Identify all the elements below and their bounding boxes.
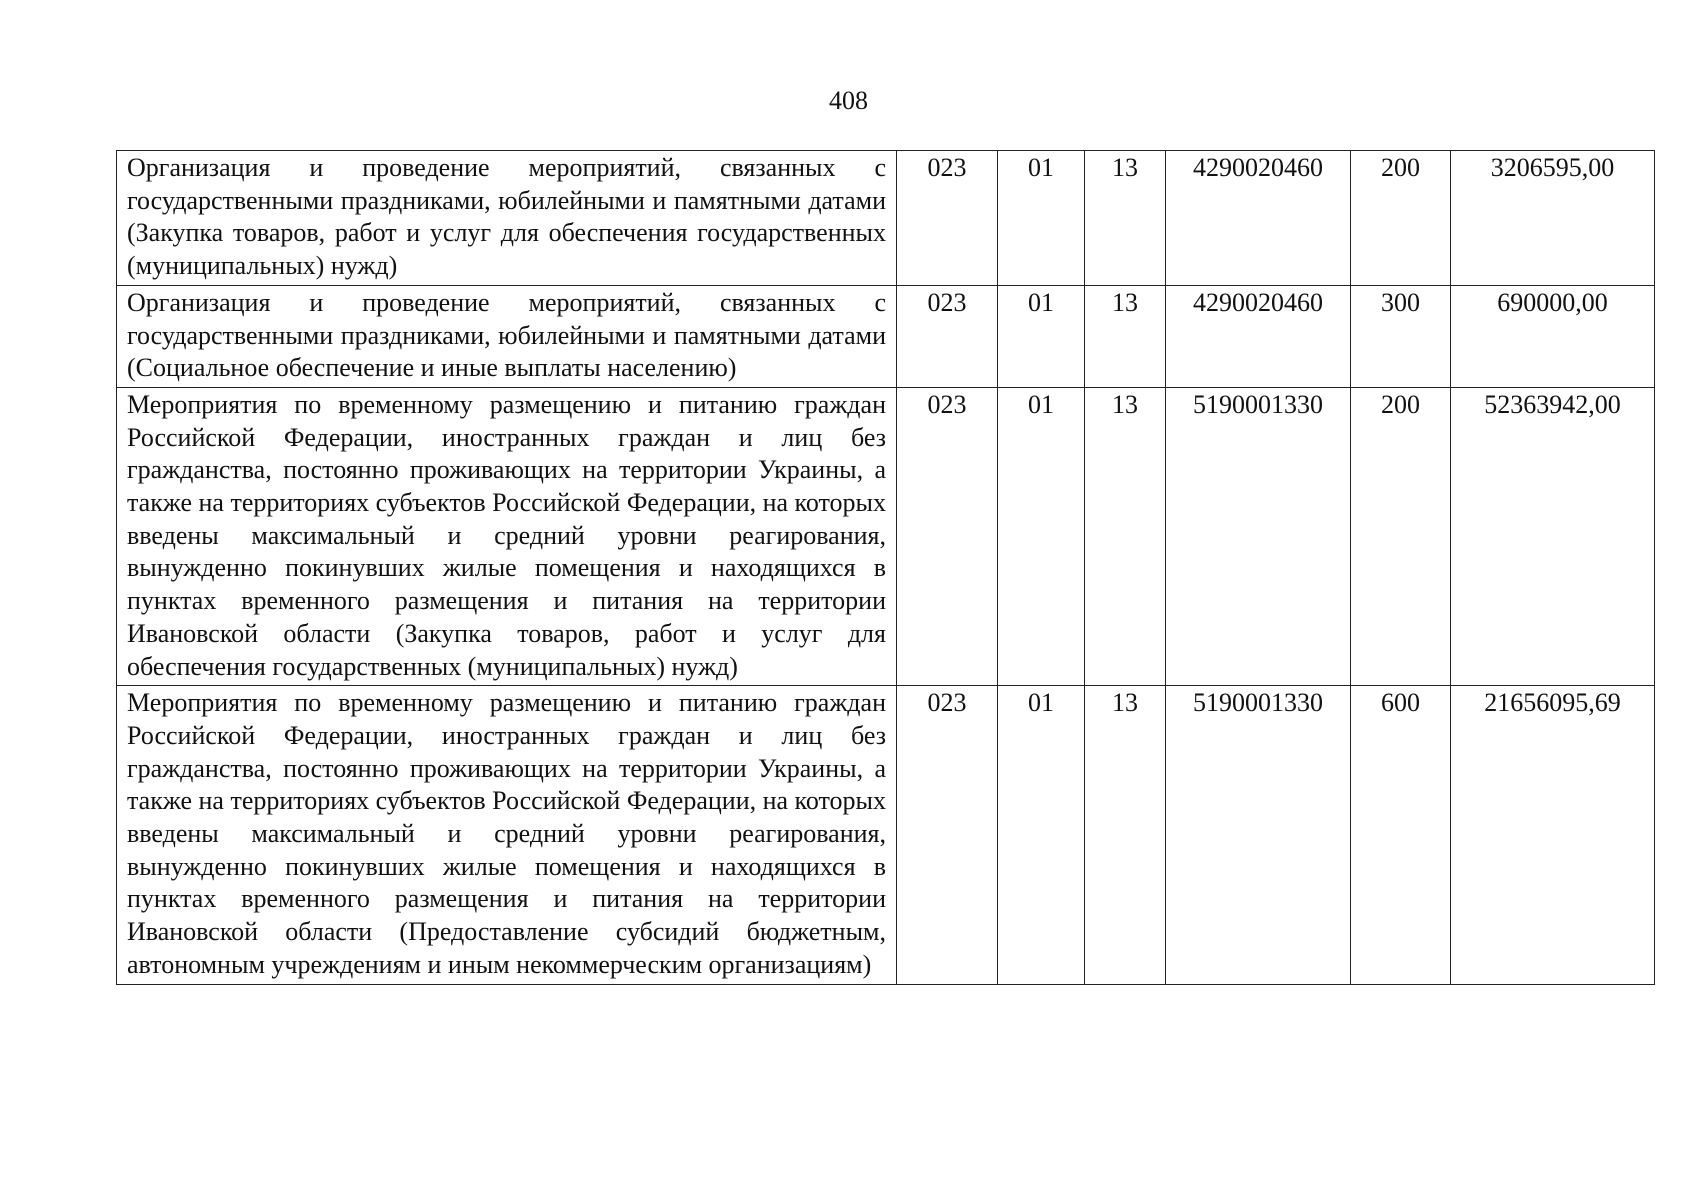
amount: 52363942,00 — [1451, 387, 1655, 685]
target-article-code: 4290020460 — [1166, 285, 1351, 387]
target-article-code: 4290020460 — [1166, 151, 1351, 286]
subsection-code: 13 — [1085, 686, 1166, 984]
section-code: 01 — [998, 151, 1085, 286]
table-body — [117, 151, 1655, 985]
expense-type-code: 600 — [1351, 686, 1451, 984]
table-row — [117, 151, 1655, 286]
row-description: Мероприятия по временному размещению и питанию граждан Российской Федерации, иностранных граждан и лиц без гражданства, постоянно проживающих на территории Украины, а также на территориях субъектов Российской Федерации, на которых введены максимальный и средний уровни реагирования, вынужденно покинувших жилые помещения и находящихся в пунктах временного размещения и питания на территории Ивановской области (Предоставление субсидий бюджетным, автономным учреждениям и иным некоммерческим организациям) — [117, 686, 897, 984]
subsection-code: 13 — [1085, 387, 1166, 685]
budget-table — [116, 150, 1655, 985]
expense-type-code: 200 — [1351, 151, 1451, 286]
target-article-code: 5190001330 — [1166, 387, 1351, 685]
expense-type-code: 200 — [1351, 387, 1451, 685]
table-row — [117, 285, 1655, 387]
table-row — [117, 387, 1655, 685]
page-number: 408 — [829, 86, 868, 115]
section-code: 01 — [998, 285, 1085, 387]
ministry-code: 023 — [897, 151, 998, 286]
amount: 21656095,69 — [1451, 686, 1655, 984]
section-code: 01 — [998, 686, 1085, 984]
row-description: Организация и проведение мероприятий, связанных с государственными праздниками, юбилейными и памятными датами (Социальное обеспечение и иные выплаты населению) — [117, 285, 897, 387]
amount: 690000,00 — [1451, 285, 1655, 387]
section-code: 01 — [998, 387, 1085, 685]
subsection-code: 13 — [1085, 151, 1166, 286]
row-description: Организация и проведение мероприятий, связанных с государственными праздниками, юбилейными и памятными датами (Закупка товаров, работ и услуг для обеспечения государственных (муниципальных) нужд) — [117, 151, 897, 286]
row-description: Мероприятия по временному размещению и питанию граждан Российской Федерации, иностранных граждан и лиц без гражданства, постоянно проживающих на территории Украины, а также на территориях субъектов Российской Федерации, на которых введены максимальный и средний уровни реагирования, вынужденно покинувших жилые помещения и находящихся в пунктах временного размещения и питания на территории Ивановской области (Закупка товаров, работ и услуг для обеспечения государственных (муниципальных) нужд) — [117, 387, 897, 685]
amount: 3206595,00 — [1451, 151, 1655, 286]
ministry-code: 023 — [897, 285, 998, 387]
subsection-code: 13 — [1085, 285, 1166, 387]
ministry-code: 023 — [897, 686, 998, 984]
table-row — [117, 686, 1655, 984]
ministry-code: 023 — [897, 387, 998, 685]
target-article-code: 5190001330 — [1166, 686, 1351, 984]
expense-type-code: 300 — [1351, 285, 1451, 387]
